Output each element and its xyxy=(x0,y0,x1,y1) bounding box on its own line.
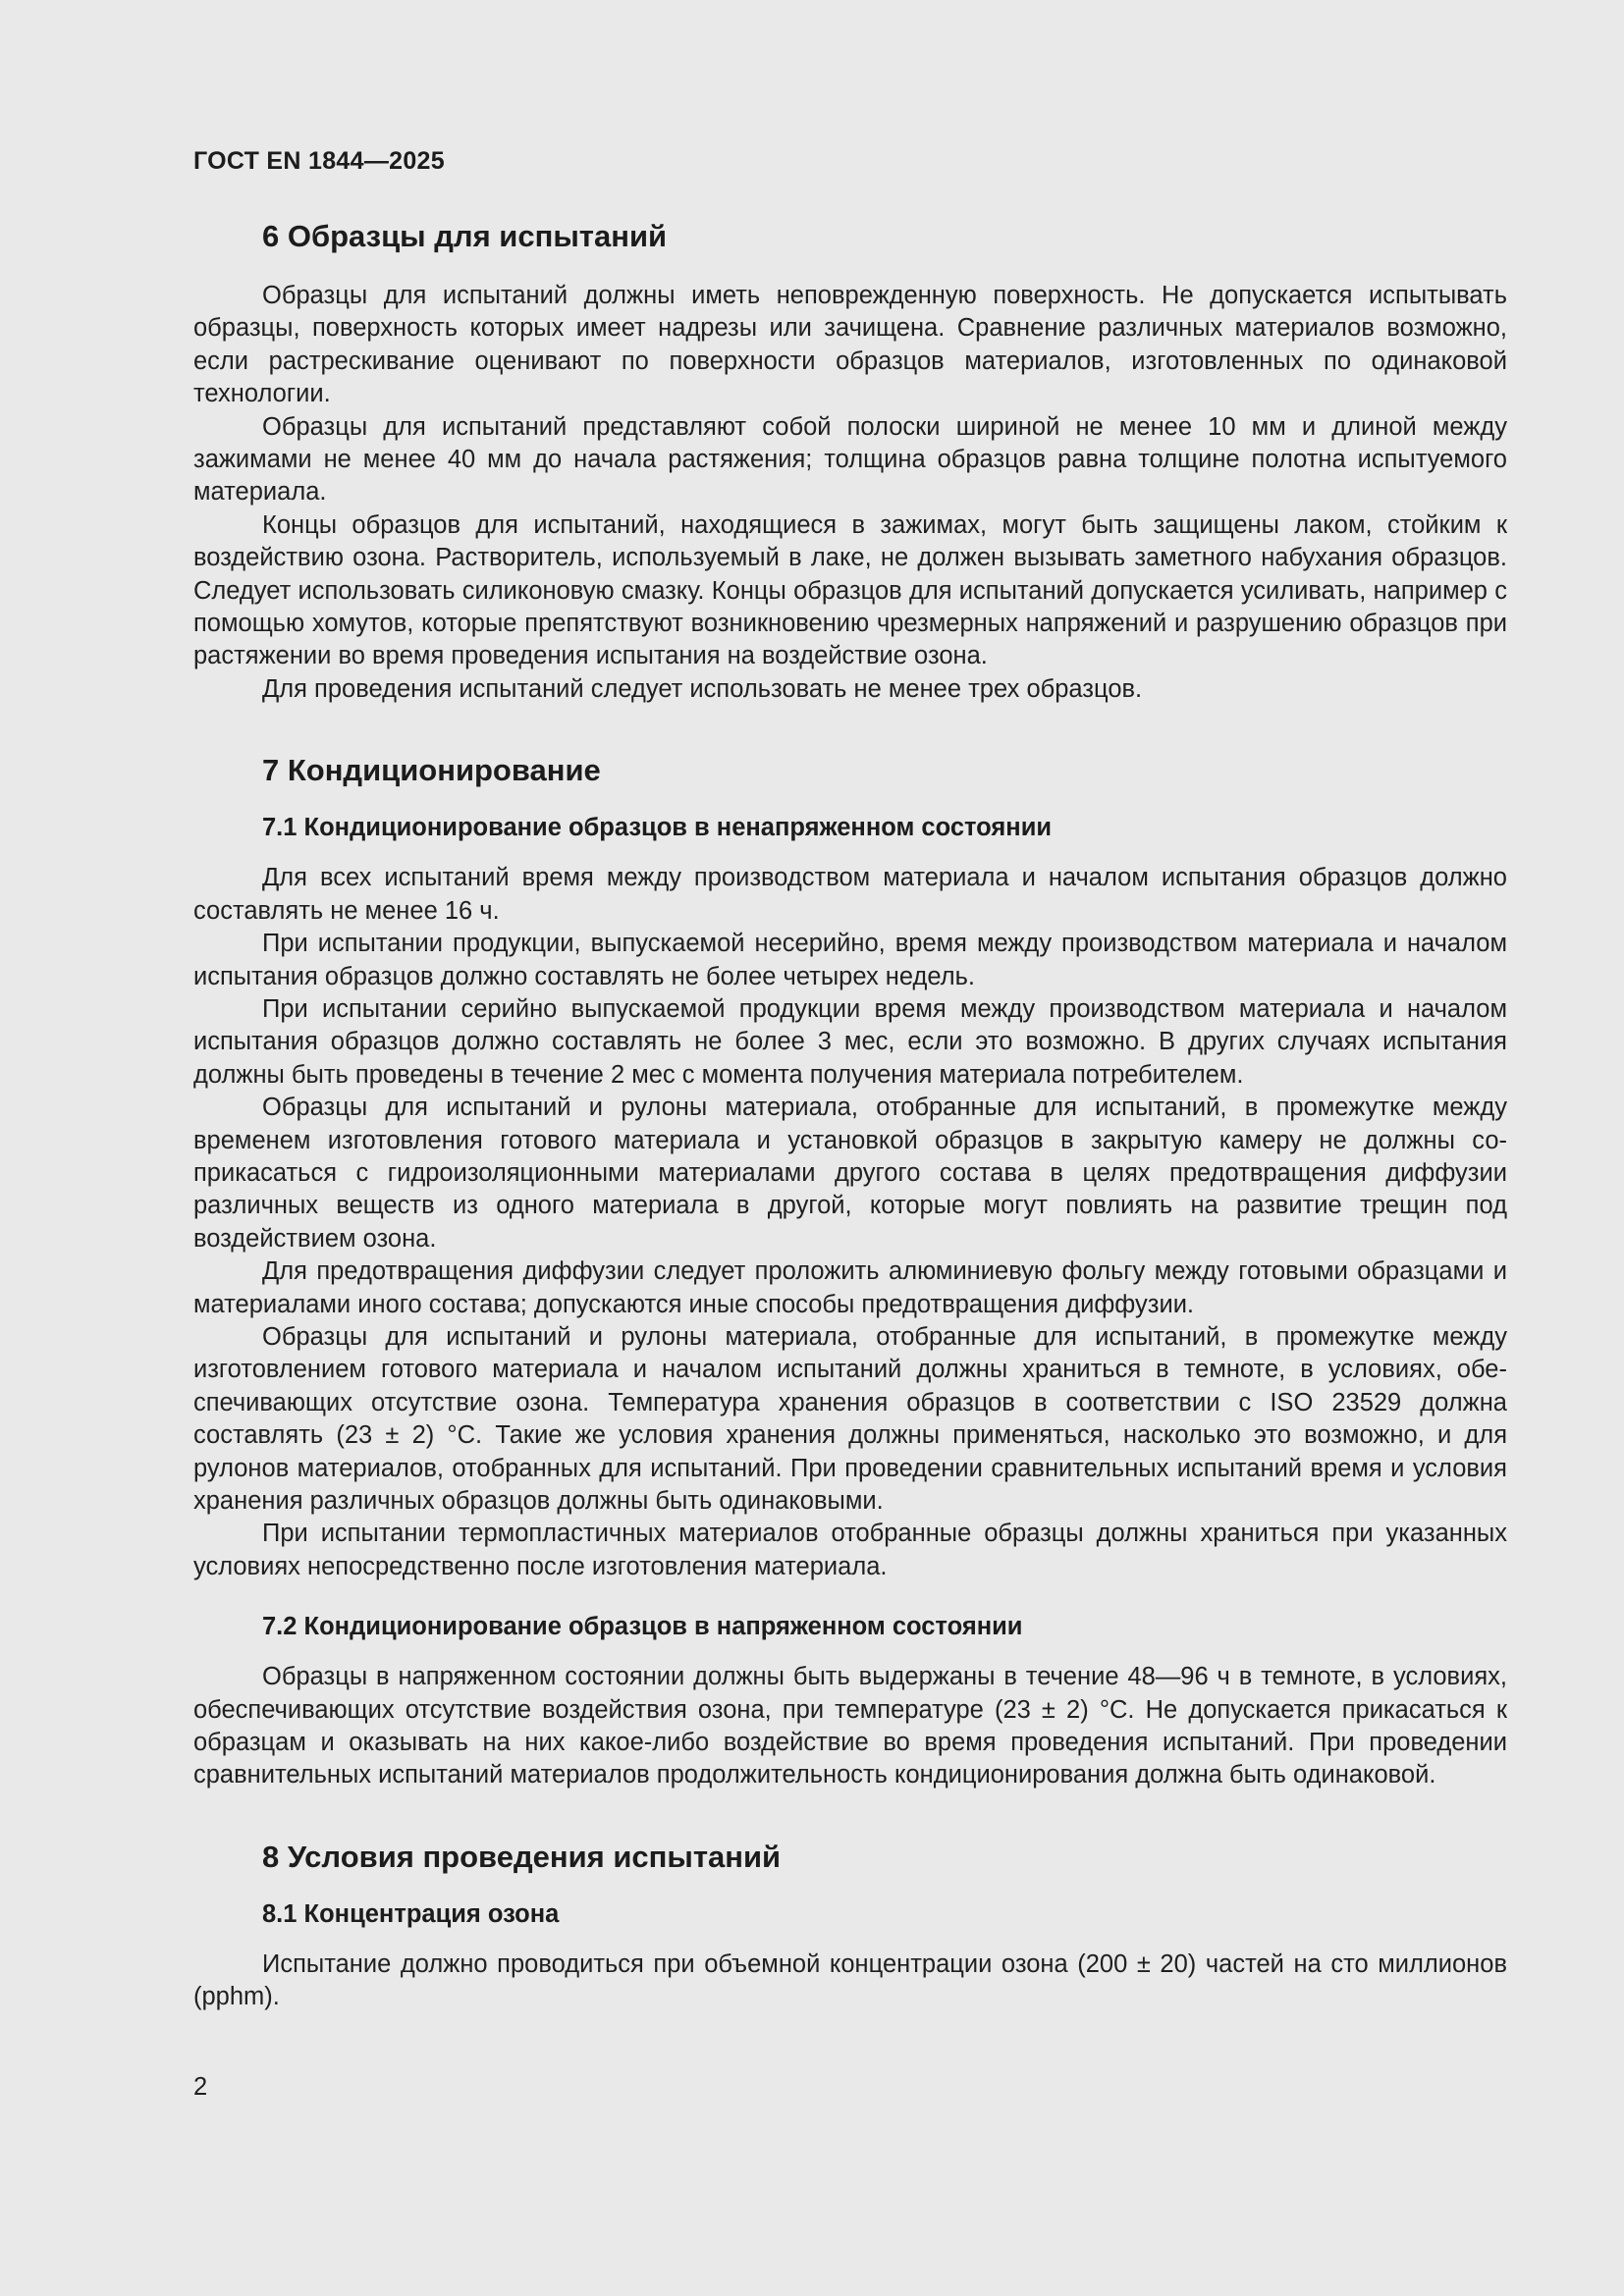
paragraph: Образцы для испытаний должны иметь неповрежденную поверхность. Не допускается испытывать образцы, поверхность которых имеет надрезы или зачищена. Сравнение различных материалов возможно, если растрескивание оценивают по поверхности образцов материалов, изготовленных по одинаковой технологии. xyxy=(193,282,1507,408)
paragraph: Испытание должно проводиться при объемной концентрации озона (200 ± 20) частей на сто миллионов (pphm). xyxy=(193,1949,1507,2011)
subsection-7-2 xyxy=(193,1613,1507,1792)
section-8 xyxy=(193,1840,1507,2014)
subsection-7-1 xyxy=(193,814,1507,1583)
paragraph: Концы образцов для испытаний, находящиеся в зажимах, могут быть защищены лаком, стойким к воздействию озона. Растворитель, используемый в лаке, не должен вызывать заметного набухания образцов. Следует использовать силиконовую смазку. Концы образцов для испытаний допускается усиливать, например с помощью хомутов, которые препятствуют возникновению чрезмерных напряжений и разрушению образцов при растяжении во время проведения испытания на воздействие озона. xyxy=(193,510,1507,670)
page-number: 2 xyxy=(193,2073,208,2101)
paragraph: Для всех испытаний время между производством материала и началом испытания образцов должно составлять не менее 16 ч. xyxy=(193,864,1507,925)
paragraph: При испытании серийно выпускаемой продукции время между производством материала и началом испытания образцов должно составлять не более 3 мес, если это возможно. В других случаях испытания должны быть проведены в течение 2 мес с момента получения материала потребителем. xyxy=(193,994,1507,1089)
subsection-8-1 xyxy=(193,1900,1507,2014)
paragraph: Образцы для испытаний представляют собой полоски шириной не менее 10 мм и длиной между зажимами не менее 40 мм до начала растяжения; толщина образцов равна толщине полотна испытуемого материала. xyxy=(193,412,1507,507)
paragraph: При испытании термопластичных материалов отобранные образцы должны храниться при указанных условиях непосредственно после изготовления материала. xyxy=(193,1520,1507,1580)
paragraph: При испытании продукции, выпускаемой несерийно, время между производством материала и началом испытания образцов должно составлять не более четырех недель. xyxy=(193,930,1507,990)
section-8-title: 8 Условия проведения испытаний xyxy=(262,1839,782,1874)
paragraph: Для проведения испытаний следует использовать не менее трех образцов. xyxy=(262,674,1143,703)
section-7 xyxy=(193,753,1507,1792)
subsection-8-1-title: 8.1 Концентрация озона xyxy=(262,1899,560,1928)
paragraph: Образцы для испытаний и рулоны материала, отобранные для испытаний, в промежутке между изготовлением готового материала и началом испытаний должны храниться в темноте, в условиях, обеспечивающих отсутствие озона. Температура хранения образцов в соответствии с ISO 23529 должна составлять (23 ± 2) °С. Такие же условия хранения должны применяться, насколько это возможно, и для рулонов материалов, отобранных для испытаний. При проведении сравнительных испытаний время и условия хранения различных образцов должны быть одинаковыми. xyxy=(193,1322,1507,1515)
document-page xyxy=(193,147,1507,2014)
paragraph: Образцы для испытаний и рулоны материала, отобранные для испытаний, в промежутке между временем изготовления готового материала и установкой образцов в закрытую камеру не должны соприкасаться с гидроизоляционными материалами другого состава в целях предотвращения диффузии различных веществ из одного материала в другой, которые могут повлиять на развитие трещин под воздействием озона. xyxy=(193,1094,1507,1253)
subsection-7-2-title: 7.2 Кондиционирование образцов в напряженном состоянии xyxy=(262,1613,1023,1641)
document-header: ГОСТ EN 1844—2025 xyxy=(193,147,445,175)
paragraph: Образцы в напряженном состоянии должны быть выдержаны в течение 48—96 ч в темноте, в условиях, обеспечивающих отсутствие воздействия озона, при температуре (23 ± 2) °С. Не допускается прикасаться к образцам и оказывать на них какое-либо воздействие во время проведения испытаний. При проведении сравнительных испытаний материалов продолжительность кондиционирования должна быть одинаковой. xyxy=(193,1663,1507,1789)
section-7-title: 7 Кондиционирование xyxy=(262,753,601,788)
section-6 xyxy=(193,219,1507,706)
subsection-7-1-title: 7.1 Кондиционирование образцов в ненапряженном состоянии xyxy=(262,814,1053,842)
section-6-title: 6 Образцы для испытаний xyxy=(262,219,668,253)
paragraph: Для предотвращения диффузии следует проложить алюминиевую фольгу между готовыми образцами и материалами иного состава; допускаются иные способы предотвращения диффузии. xyxy=(193,1257,1507,1318)
